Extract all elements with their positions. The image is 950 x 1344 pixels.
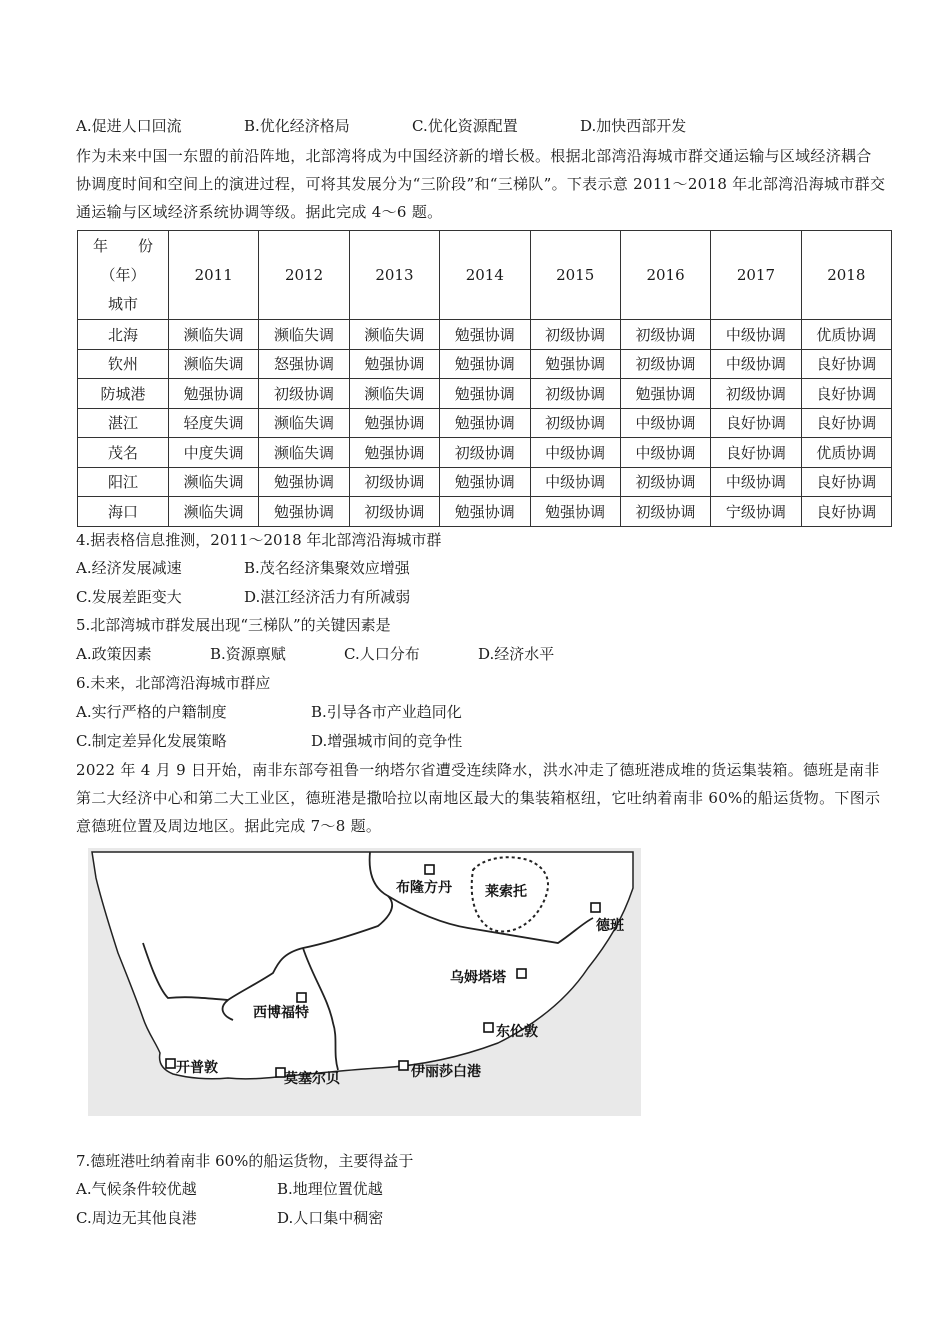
q6-option-b: B.引导各市产业趋同化 xyxy=(311,703,462,721)
coordination-cell: 初级协调 xyxy=(259,379,349,409)
coordination-cell: 濒临失调 xyxy=(349,379,439,409)
q4-option-d: D.湛江经济活力有所减弱 xyxy=(244,588,411,606)
q7-option-c: C.周边无其他良港 xyxy=(76,1209,197,1227)
coordination-cell: 良好协调 xyxy=(801,497,891,527)
option-a: A.促进人口回流 xyxy=(76,117,182,135)
coordination-cell: 勉强协调 xyxy=(440,467,530,497)
table-row xyxy=(78,320,892,350)
q7-option-a: A.气候条件较优越 xyxy=(76,1180,197,1198)
year-header: 2011 xyxy=(169,231,259,320)
label-beaufort-west: 西博福特 xyxy=(253,1005,309,1021)
map-svg xyxy=(88,848,641,1116)
coordination-cell: 初级协调 xyxy=(711,379,801,409)
city-cell: 防城港 xyxy=(78,379,169,409)
coordination-cell: 中级协调 xyxy=(620,438,710,468)
coordination-cell: 勉强协调 xyxy=(440,379,530,409)
q6-stem: 6.未来，北部湾沿海城市群应 xyxy=(76,674,271,692)
coordination-cell: 良好协调 xyxy=(801,467,891,497)
coordination-cell: 初级协调 xyxy=(530,379,620,409)
label-bloemfontein: 布隆方丹 xyxy=(396,880,452,896)
coordination-cell: 濒临失调 xyxy=(259,438,349,468)
q5-option-b: B.资源禀赋 xyxy=(210,645,286,663)
intro-paragraph: 作为未来中国一东盟的前沿阵地，北部湾将成为中国经济新的增长极。根据北部湾沿海城市群交通运输与区域经济耦合协调度时间和空间上的演进过程，可将其发展分为“三阶段”和“三梯队”。下表示意 2011～2018 年北部湾沿海城市群交通运输与区域经济系统协调等级。据此完成 4～6 题。 xyxy=(76,147,886,221)
q6-option-c: C.制定差异化发展策略 xyxy=(76,732,227,750)
coordination-cell: 勉强协调 xyxy=(530,349,620,379)
coordination-cell: 勉强协调 xyxy=(440,349,530,379)
south-africa-map xyxy=(88,848,641,1116)
coordination-cell: 勉强协调 xyxy=(259,497,349,527)
table-body xyxy=(78,320,892,527)
coordination-cell: 初级协调 xyxy=(620,497,710,527)
header-city: 城市 xyxy=(107,294,138,313)
q7-option-b: B.地理位置优越 xyxy=(277,1180,383,1198)
coordination-cell: 中级协调 xyxy=(530,438,620,468)
land-shape xyxy=(92,852,633,1079)
coordination-cell: 初级协调 xyxy=(349,497,439,527)
coordination-cell: 良好协调 xyxy=(801,349,891,379)
coordination-cell: 濒临失调 xyxy=(169,497,259,527)
q6-options-row2 xyxy=(76,730,462,752)
coordination-cell: 濒临失调 xyxy=(169,349,259,379)
city-marker xyxy=(484,1023,493,1032)
q6-options-row1 xyxy=(76,701,462,723)
coordination-cell: 濒临失调 xyxy=(259,320,349,350)
coordination-cell: 初级协调 xyxy=(530,320,620,350)
q7-options-row1 xyxy=(76,1178,383,1200)
year-header: 2017 xyxy=(711,231,801,320)
durban-paragraph: 2022 年 4 月 9 日开始，南非东部夸祖鲁一纳塔尔省遭受连续降水，洪水冲走了德班港成堆的货运集装箱。德班是南非第二大经济中心和第二大工业区，德班港是撒哈拉以南地区最大的集装箱枢纽，它吐纳着南非 60%的船运货物。下图示意德班位置及周边地区。据此完成 7～8 题。 xyxy=(76,761,881,835)
coordination-cell: 勉强协调 xyxy=(530,497,620,527)
year-header: 2014 xyxy=(440,231,530,320)
coordination-cell: 良好协调 xyxy=(801,408,891,438)
coordination-cell: 勉强协调 xyxy=(349,438,439,468)
label-durban: 德班 xyxy=(596,918,624,934)
city-cell: 阳江 xyxy=(78,467,169,497)
coordination-cell: 濒临失调 xyxy=(349,320,439,350)
coordination-cell: 良好协调 xyxy=(711,408,801,438)
table-row xyxy=(78,349,892,379)
label-port-elizabeth: 伊丽莎白港 xyxy=(411,1064,481,1080)
label-east-london: 东伦敦 xyxy=(496,1024,538,1040)
q5-option-d: D.经济水平 xyxy=(478,645,555,663)
year-header: 2012 xyxy=(259,231,349,320)
city-cell: 湛江 xyxy=(78,408,169,438)
table-row xyxy=(78,497,892,527)
coordination-cell: 初级协调 xyxy=(440,438,530,468)
year-header: 2013 xyxy=(349,231,439,320)
coordination-cell: 濒临失调 xyxy=(169,320,259,350)
year-header: 2016 xyxy=(620,231,710,320)
coordination-cell: 勉强协调 xyxy=(259,467,349,497)
coordination-cell: 良好协调 xyxy=(711,438,801,468)
coordination-cell: 勉强协调 xyxy=(169,379,259,409)
q5-option-a: A.政策因素 xyxy=(76,645,152,663)
q5-options xyxy=(76,643,554,665)
coordination-cell: 中级协调 xyxy=(530,467,620,497)
q4-options-row1 xyxy=(76,557,410,579)
q7-options-row2 xyxy=(76,1207,383,1229)
q7-option-d: D.人口集中稠密 xyxy=(277,1209,384,1227)
coordination-cell: 初级协调 xyxy=(349,467,439,497)
coordination-cell: 勉强协调 xyxy=(440,408,530,438)
header-year-unit: （年） xyxy=(100,265,146,284)
city-marker xyxy=(166,1059,175,1068)
q4-option-b: B.茂名经济集聚效应增强 xyxy=(244,559,410,577)
q4-option-c: C.发展差距变大 xyxy=(76,588,182,606)
q4-stem: 4.据表格信息推测，2011～2018 年北部湾沿海城市群 xyxy=(76,531,442,549)
table-row xyxy=(78,467,892,497)
coordination-cell: 中级协调 xyxy=(711,467,801,497)
city-cell: 海口 xyxy=(78,497,169,527)
coordination-cell: 中级协调 xyxy=(711,320,801,350)
city-cell: 茂名 xyxy=(78,438,169,468)
q5-option-c: C.人口分布 xyxy=(344,645,420,663)
table-row xyxy=(78,408,892,438)
coordination-cell: 初级协调 xyxy=(620,467,710,497)
year-header: 2018 xyxy=(801,231,891,320)
q4-options-row2 xyxy=(76,586,410,608)
table-row xyxy=(78,438,892,468)
q6-option-a: A.实行严格的户籍制度 xyxy=(76,703,227,721)
label-lesotho: 莱索托 xyxy=(485,884,527,900)
city-marker xyxy=(517,969,526,978)
city-cell: 钦州 xyxy=(78,349,169,379)
coordination-cell: 初级协调 xyxy=(530,408,620,438)
city-marker xyxy=(297,993,306,1002)
option-b: B.优化经济格局 xyxy=(244,117,350,135)
coordination-cell: 勉强协调 xyxy=(349,408,439,438)
city-marker xyxy=(591,903,600,912)
label-umtata: 乌姆塔塔 xyxy=(450,970,506,986)
city-cell: 北海 xyxy=(78,320,169,350)
coordination-cell: 初级协调 xyxy=(620,349,710,379)
coordination-cell: 优质协调 xyxy=(801,320,891,350)
coordination-cell: 中级协调 xyxy=(711,349,801,379)
coordination-cell: 中级协调 xyxy=(620,408,710,438)
label-cape-town: 开普敦 xyxy=(176,1060,218,1076)
table-corner-header xyxy=(78,231,169,320)
coordination-cell: 勉强协调 xyxy=(440,320,530,350)
q7-stem: 7.德班港吐纳着南非 60%的船运货物，主要得益于 xyxy=(76,1152,414,1170)
coordination-cell: 濒临失调 xyxy=(169,467,259,497)
coordination-cell: 勉强协调 xyxy=(620,379,710,409)
q5-stem: 5.北部湾城市群发展出现“三梯队”的关键因素是 xyxy=(76,616,391,634)
coordination-cell: 轻度失调 xyxy=(169,408,259,438)
coordination-cell: 勉强协调 xyxy=(349,349,439,379)
header-year: 年 份 xyxy=(92,236,153,255)
coordination-cell: 良好协调 xyxy=(801,379,891,409)
option-d: D.加快西部开发 xyxy=(580,117,687,135)
coordination-cell: 宁级协调 xyxy=(711,497,801,527)
coordination-table xyxy=(77,230,892,527)
top-options xyxy=(76,115,686,137)
coordination-cell: 优质协调 xyxy=(801,438,891,468)
label-mossel-bay: 莫塞尔贝 xyxy=(284,1071,340,1087)
coordination-cell: 中度失调 xyxy=(169,438,259,468)
q6-option-d: D.增强城市间的竞争性 xyxy=(311,732,463,750)
city-marker xyxy=(399,1061,408,1070)
coordination-cell: 濒临失调 xyxy=(259,408,349,438)
coordination-cell: 初级协调 xyxy=(620,320,710,350)
table-row xyxy=(78,379,892,409)
city-marker xyxy=(425,865,434,874)
option-c: C.优化资源配置 xyxy=(412,117,518,135)
q4-option-a: A.经济发展减速 xyxy=(76,559,182,577)
coordination-cell: 勉强协调 xyxy=(440,497,530,527)
year-header: 2015 xyxy=(530,231,620,320)
coordination-cell: 怒强协调 xyxy=(259,349,349,379)
